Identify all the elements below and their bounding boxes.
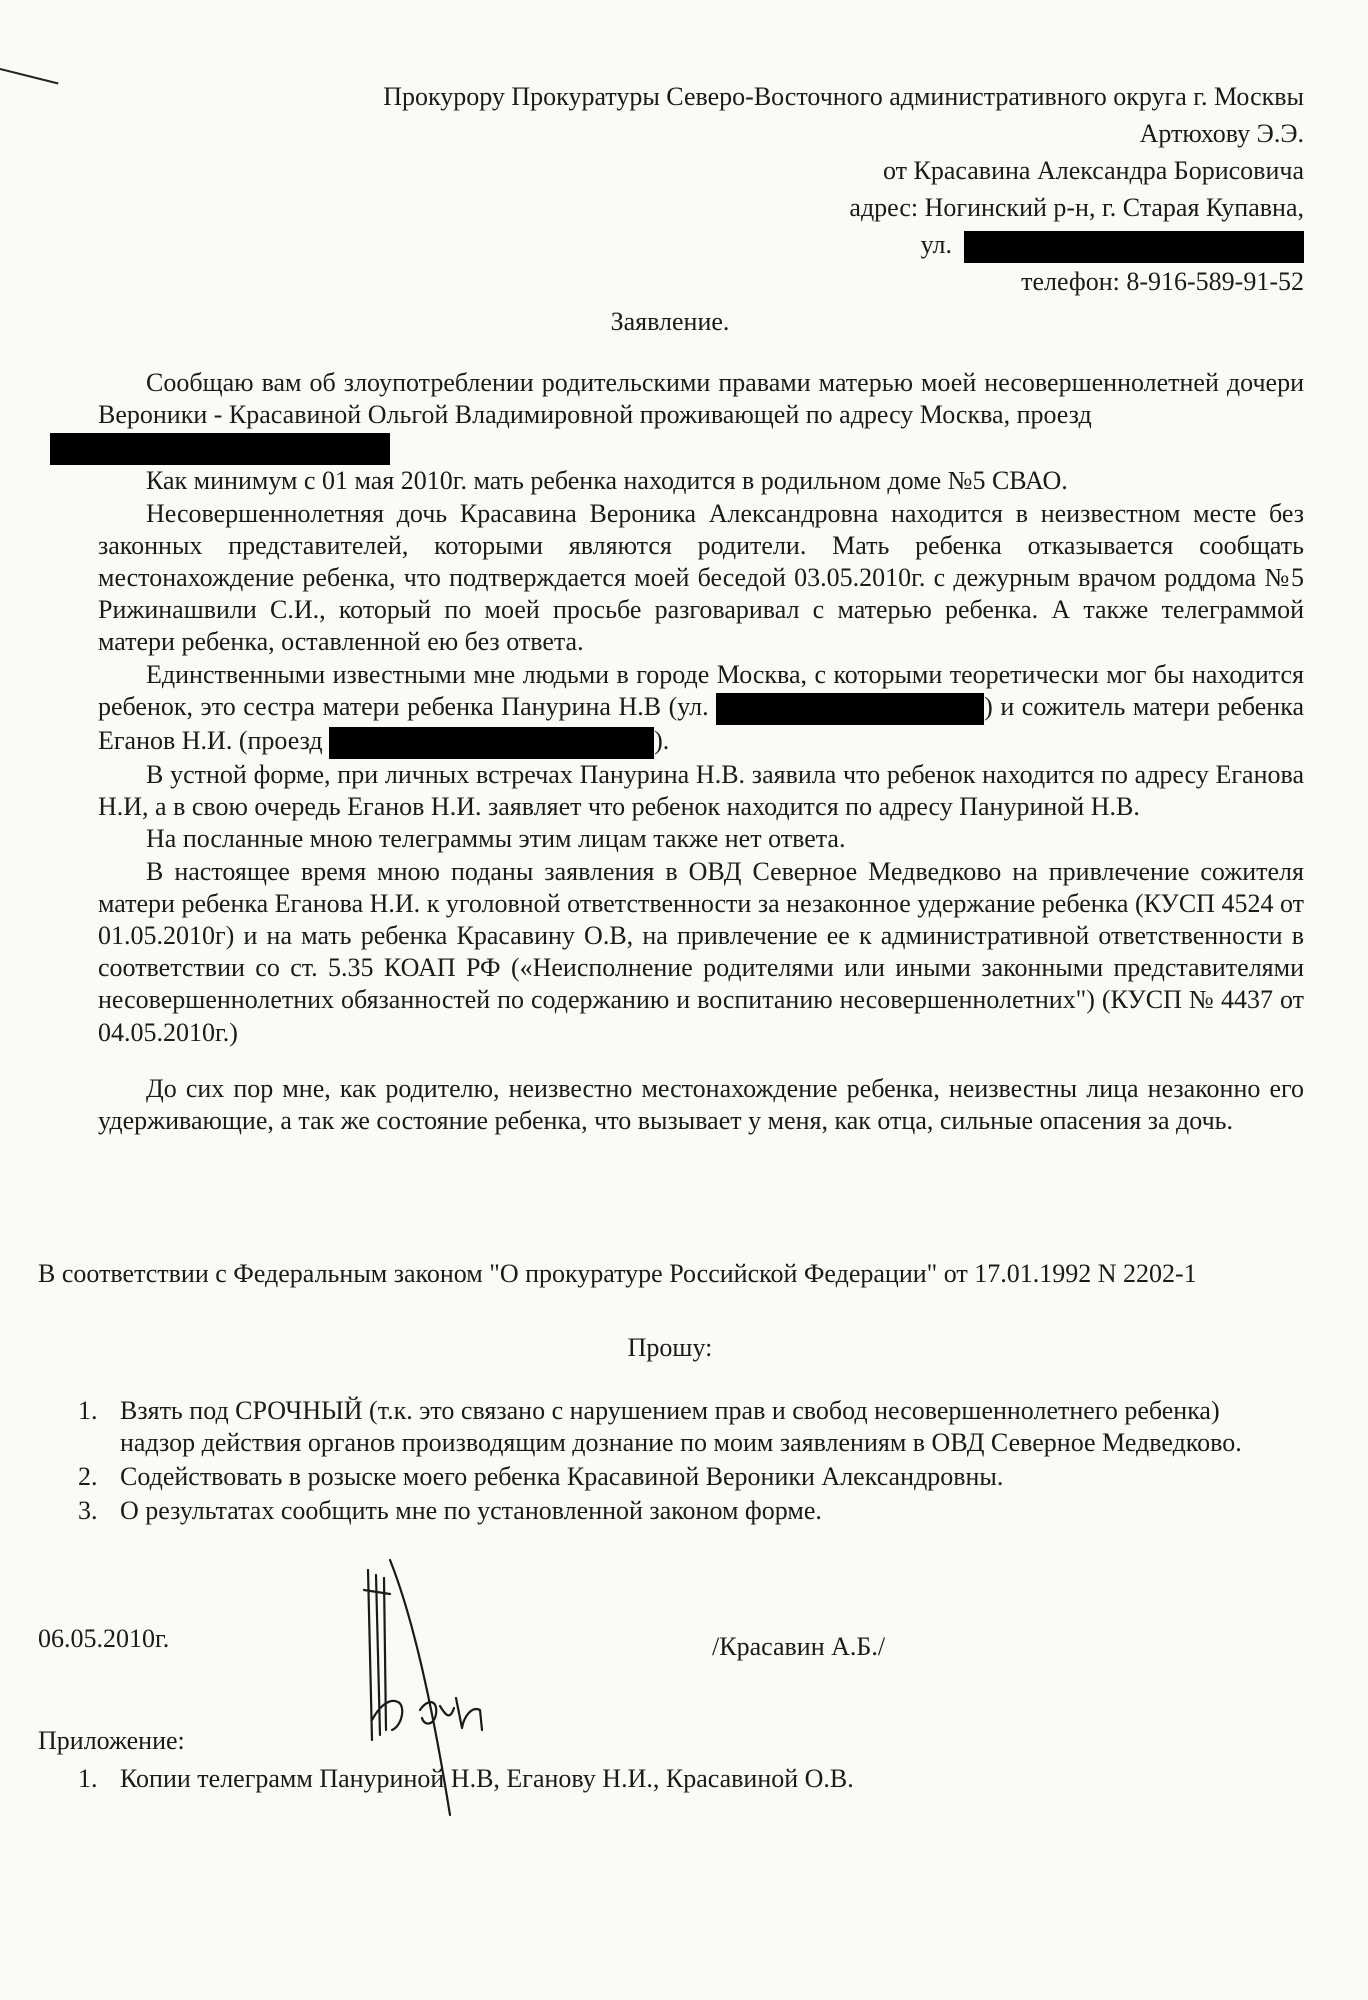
paragraph-text: ) и сожитель матери ребенка Еганов Н.И. (проезд bbox=[98, 691, 1304, 755]
list-text: Взять под СРОЧНЫЙ (т.к. это связано с нарушением прав и свобод несовершеннолетнего ребенка) надзор действия органов производящим дознание по моим заявлениям в ОВД Северное Медведково. bbox=[120, 1396, 1242, 1457]
document-title: Заявление. bbox=[610, 307, 730, 336]
scan-mark bbox=[0, 68, 58, 84]
paragraph-text: ). bbox=[654, 725, 670, 755]
paragraph: На посланные мною телеграммы этим лицам также нет ответа. bbox=[146, 824, 846, 854]
attachment-heading: Приложение: bbox=[38, 1726, 185, 1755]
street-label: ул. bbox=[920, 230, 952, 259]
paragraph: До сих пор мне, как родителю, неизвестно местонахождение ребенка, неизвестны лица незаконно его удерживающие, а так же состояние ребенка, что вызывает у меня, как отца, сильные опасения за дочь. bbox=[98, 1073, 1304, 1135]
list-number: 1. bbox=[78, 1396, 98, 1425]
paragraph bbox=[98, 367, 1304, 465]
legal-basis: В соответствии с Федеральным законом "О прокуратуре Российской Федерации" от 17.01.1992 N 2202-1 bbox=[38, 1259, 1197, 1288]
list-item bbox=[78, 1461, 1258, 1493]
list-number: 2. bbox=[78, 1462, 98, 1491]
paragraph-text: Единственными известными мне людьми в городе Москва, с которыми теоретически мог бы находится ребенок, это сестра матери ребенка Панурина Н.В (ул. bbox=[98, 659, 1304, 721]
redaction-box bbox=[50, 433, 390, 465]
request-list bbox=[78, 1395, 1258, 1529]
addressee-line-2: Артюхову Э.Э. bbox=[1139, 119, 1304, 148]
redaction-box bbox=[964, 231, 1304, 263]
addressee-line-1: Прокурору Прокуратуры Северо-Восточного административного округа г. Москвы bbox=[383, 82, 1304, 111]
statement-body bbox=[98, 367, 1304, 1137]
list-text: Содействовать в розыске моего ребенка Красавиной Вероники Александровны. bbox=[120, 1462, 1004, 1491]
list-item bbox=[78, 1764, 854, 1794]
redaction-box bbox=[329, 727, 654, 759]
list-text: О результатах сообщить мне по установленной законом форме. bbox=[120, 1496, 822, 1525]
document-date: 06.05.2010г. bbox=[38, 1624, 170, 1653]
paragraph-text: Сообщаю вам об злоупотреблении родительскими правами матерью моей несовершеннолетней дочери Вероники - Красавиной Ольгой Владимировной проживающей по адресу Москва, проезд bbox=[98, 368, 1304, 430]
list-number: 3. bbox=[78, 1496, 98, 1525]
sender-street-line bbox=[383, 226, 1304, 263]
paragraph: В устной форме, при личных встречах Панурина Н.В. заявила что ребенок находится по адресу Еганова Н.И, а в свою очередь Еганов Н.И. заявляет что ребенок находится по адресу Пануриной Н.В. bbox=[98, 759, 1304, 822]
list-number: 1. bbox=[78, 1764, 98, 1793]
list-item bbox=[78, 1395, 1258, 1459]
paragraph: Несовершеннолетняя дочь Красавина Вероника Александровна находится в неизвестном месте без законных представителей, которыми являются родители. Мать ребенка отказывается сообщать местонахождение ребенка, что подтверждается моей беседой 03.05.2010г. с дежурным врачом роддома №5 Рижинашвили С.И., который по моей просьбе разговаривал с матерью ребенка. А также телеграммой матери ребенка, оставленной ею без ответа. bbox=[98, 498, 1304, 657]
redaction-box bbox=[716, 693, 984, 725]
sender-line: от Красавина Александра Борисовича bbox=[883, 156, 1304, 185]
attachment-list bbox=[78, 1764, 854, 1794]
sender-address-line: адрес: Ногинский р-н, г. Старая Купавна, bbox=[849, 193, 1304, 222]
request-heading: Прошу: bbox=[627, 1333, 713, 1362]
paragraph bbox=[98, 659, 1304, 759]
sender-phone-line: телефон: 8-916-589-91-52 bbox=[1021, 267, 1304, 297]
paragraph: Как минимум с 01 мая 2010г. мать ребенка находится в родильном доме №5 СВАО. bbox=[146, 466, 1068, 496]
signer-name: /Красавин А.Б./ bbox=[712, 1632, 886, 1661]
paragraph: В настоящее время мною поданы заявления в ОВД Северное Медведково на привлечение сожителя матери ребенка Еганова Н.И. к уголовной ответственности за незаконное удержание ребенка (КУСП 4524 от 01.05.2010г) и на мать ребенка Красавину О.В, на привлечение ее к административной ответственности в соответствии со ст. 5.35 КОАП РФ («Неисполнение родителями или иными законными представителями несовершеннолетних обязанностей по содержанию и воспитанию несовершеннолетних") (КУСП № 4437 от 04.05.2010г.) bbox=[98, 856, 1304, 1047]
list-item bbox=[78, 1495, 1258, 1527]
addressee-block bbox=[383, 78, 1304, 300]
list-text: Копии телеграмм Пануриной Н.В, Еганову Н.И., Красавиной О.В. bbox=[120, 1764, 854, 1793]
